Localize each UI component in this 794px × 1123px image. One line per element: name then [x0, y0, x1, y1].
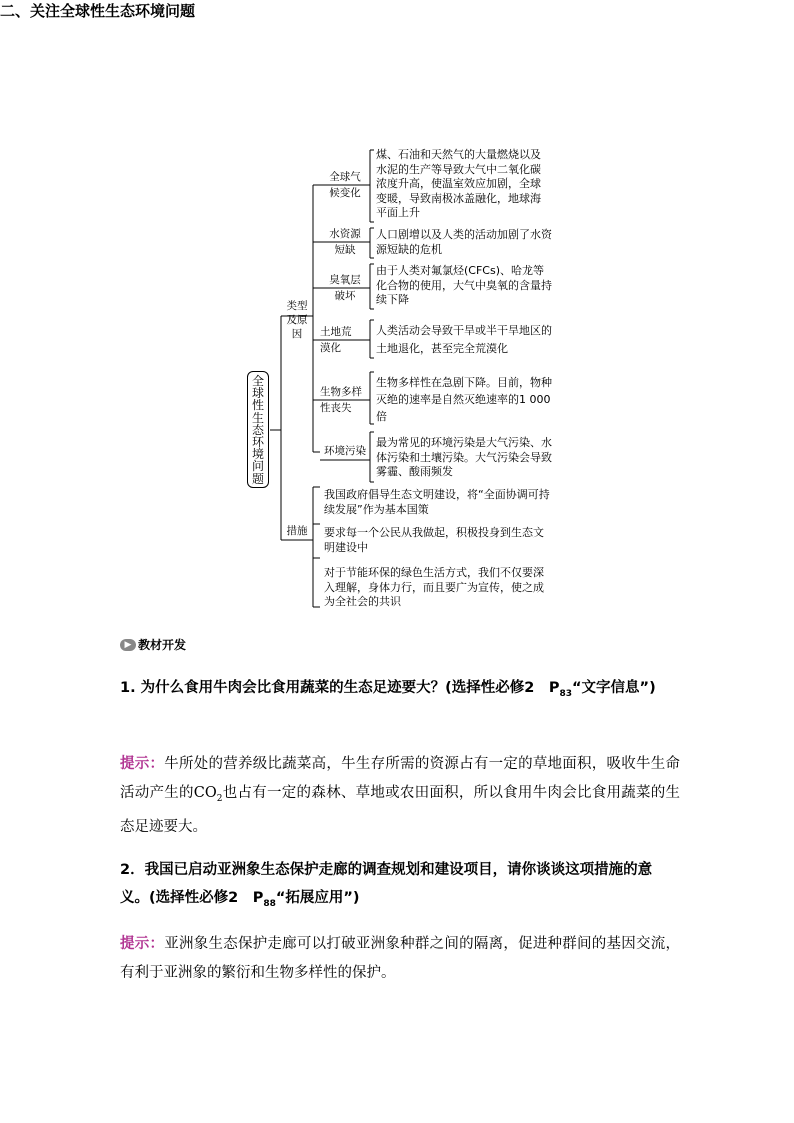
answer-1-sub: 2: [216, 793, 223, 804]
leaf-ozone: [376, 264, 552, 308]
leaf-climate: [376, 148, 548, 221]
type-label-climate: [320, 169, 370, 201]
question-2: [120, 856, 680, 918]
textbook-dev-badge: [120, 636, 186, 653]
type-label-line2: 漠化: [320, 342, 341, 354]
answer-2-text: 亚洲象生态保护走廊可以打破亚洲象种群之间的隔离，促进种群间的基因交流，有利于亚洲象的繁衍和生物多样性的保护。: [120, 936, 681, 981]
hint-label: 提示：: [120, 936, 165, 952]
question-1-text: 1. 为什么食用牛肉会比食用蔬菜的生态足迹要大？(选择性必修2 P: [120, 680, 560, 696]
leaf-pollution: [376, 436, 552, 480]
leaf-text: 由于人类对氟氯烃(CFCs)、哈龙等化合物的使用，大气中臭氧的含量持续下降: [376, 264, 552, 306]
type-label-line1: 全球气: [329, 171, 361, 183]
root-label: 全球性生态环境问题: [252, 374, 265, 486]
measure-text: 我国政府倡导生态文明建设，将“全面协调可持续发展”作为基本国策: [324, 488, 550, 516]
type-label-line1: 环境污染: [324, 445, 366, 457]
question-1-tail: “文字信息”): [572, 680, 656, 696]
type-label-line2: 短缺: [334, 244, 356, 256]
root-node: [247, 371, 269, 488]
play-arrow-icon: ▶: [120, 639, 136, 651]
measure-2: [324, 526, 550, 555]
type-label-line1: 臭氧层: [329, 274, 361, 286]
answer-2: [120, 930, 680, 987]
leaf-text: 生物多样性在急剧下降。目前，物种灭绝的速率是自然灭绝速率的1 000倍: [376, 376, 552, 423]
leaf-text: 煤、石油和天然气的大量燃烧以及水泥的生产等导致大气中二氧化碳浓度升高，使温室效应加剧，全球变暖，导致南极冰盖融化，地球海平面上升: [376, 148, 541, 219]
question-2-text: 2．我国已启动亚洲象生态保护走廊的调查规划和建设项目，请你谈谈这项措施的意义。(选择性必修2 P: [120, 862, 653, 906]
measure-text: 要求每一个公民从我做起，积极投身到生态文明建设中: [324, 526, 544, 554]
type-label-line2: 性丧失: [320, 402, 352, 414]
answer-1-text: 牛所处的营养级比蔬菜高，牛生存所需的资源占有一定的草地面积，吸收牛生命活动产生的CO: [120, 756, 681, 801]
type-label-line2: 候变化: [329, 187, 361, 199]
leaf-biodiversity: [376, 374, 552, 425]
type-label-biodiversity: [320, 384, 370, 416]
type-label-line2: 破坏: [334, 290, 356, 302]
leaf-text: 人口剧增以及人类的活动加剧了水资源短缺的危机: [376, 228, 552, 256]
answer-1: [120, 750, 680, 841]
branch-measures-label: [284, 523, 310, 539]
branch-types-text: 类型及原因: [286, 300, 308, 340]
branch-types-label: [284, 299, 310, 341]
leaf-water: [376, 228, 552, 257]
question-2-tail: “拓展应用”): [275, 890, 360, 906]
leaf-desert: [376, 322, 552, 358]
type-label-line1: 生物多样: [320, 386, 362, 398]
question-2-page: 88: [263, 898, 276, 909]
type-label-line1: 水资源: [329, 228, 361, 240]
answer-1-tail: 也占有一定的森林、草地或农田面积，所以食用牛肉会比食用蔬菜的生态足迹要大。: [120, 784, 681, 835]
type-label-line1: 土地荒: [320, 326, 352, 338]
type-label-water: [320, 226, 370, 258]
type-label-pollution: [320, 443, 370, 459]
question-1-page: 83: [559, 688, 573, 699]
badge-text: 教材开发: [138, 638, 187, 652]
type-label-desert: [320, 324, 370, 356]
measure-3: [324, 566, 550, 610]
section-title: 二、关注全球性生态环境问题: [0, 2, 196, 20]
measure-1: [324, 488, 550, 517]
type-label-ozone: [320, 272, 370, 304]
question-1: [120, 674, 680, 708]
measure-text: 对于节能环保的绿色生活方式，我们不仅要深入理解，身体力行，而且要广为宣传，使之成为全社会的共识: [324, 566, 544, 608]
branch-measures-text: 措施: [286, 525, 308, 537]
leaf-text: 人类活动会导致干旱或半干旱地区的土地退化，甚至完全荒漠化: [376, 324, 552, 355]
hint-label: 提示：: [120, 756, 165, 772]
leaf-text: 最为常见的环境污染是大气污染、水体污染和土壤污染。大气污染会导致雾霾、酸雨频发: [376, 436, 552, 478]
